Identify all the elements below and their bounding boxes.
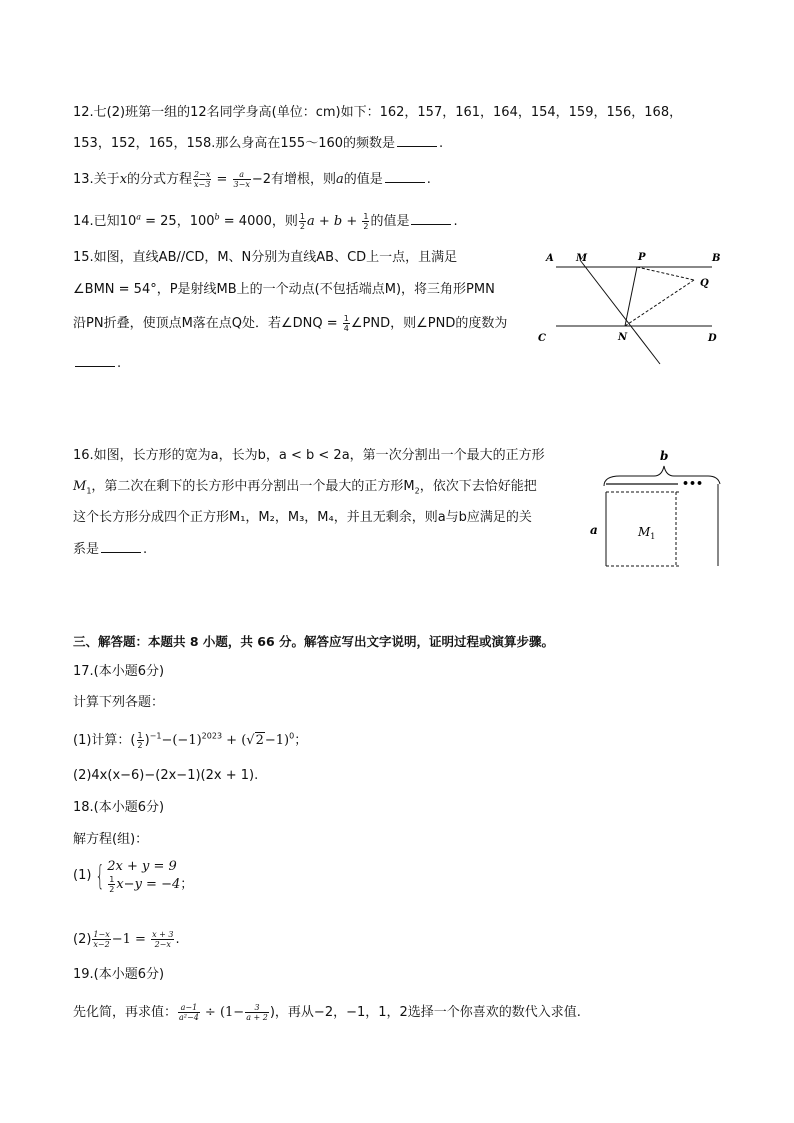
q18-part2: (2) $\frac{1-x}{x-2}$ −1 = $\frac{x + 3}{2-x}$ . <box>73 930 180 949</box>
q15-parallel-lines-figure <box>536 246 728 368</box>
q18-intro: 解方程(组)： <box>73 832 149 847</box>
q12-line1: 12.七(2)班第一组的12名同学身高(单位：cm)如下：162，157，161，164，154，159，156，168， <box>73 105 683 120</box>
q17-intro: 计算下列各题： <box>73 695 165 710</box>
q16-line2: $M_1$，第二次在剩下的长方形中再分割出一个最大的正方形$M_2$，依次下去恰好能把 <box>73 479 537 496</box>
fraction: $\frac{x + 3}{2-x}$ <box>152 930 174 949</box>
fraction: $\frac{a-1}{\text{a²−4}}$ <box>179 1003 199 1022</box>
answer-blank <box>75 354 115 367</box>
q16-rectangle-figure <box>584 446 726 572</box>
equation-system: 2x + y = 9 $\frac{1}{2}$ x−y = −4； <box>107 859 194 894</box>
q16-line1: 16.如图，长方形的宽为a，长为b，a < b < 2a，第一次分割出一个最大的正方形 <box>73 448 545 463</box>
q18-head: 18.(本小题6分) <box>73 800 165 815</box>
fraction: $\frac{2-x}{x-3}$ <box>194 170 211 189</box>
fraction: $\frac{1}{4}$ <box>343 314 349 333</box>
q19-head: 19.(本小题6分) <box>73 967 165 982</box>
q15-line3: 沿PN折叠，使顶点M落在点Q处．若∠DNQ = $\frac{1}{4}$ ∠PND，则∠PND的度数为 <box>73 314 508 333</box>
q14-line: 14.已知$10^a = 25$，$100^b = 4000$，则 $\frac{1}{2}$ a + b + $\frac{1}{2}$ 的值是 . <box>73 212 458 231</box>
q17-part1: (1)计算：( $\frac{1}{2}$ )$^{-1}-(-1)^{2023} + (√2-1)^0$； <box>73 731 308 750</box>
q18-part1: (1) { 2x + y = 9 $\frac{1}{2}$ x−y = −4； <box>73 859 194 894</box>
q17-head: 17.(本小题6分) <box>73 664 165 679</box>
label-B: B <box>712 253 721 264</box>
fraction: $\frac{1}{2}$ <box>363 212 369 231</box>
q16-line4: 系是 . <box>73 542 148 557</box>
label-D: D <box>708 333 717 344</box>
label-M: M <box>576 253 588 264</box>
q15-line1: 15.如图，直线AB//CD，M、N分别为直线AB、CD上一点，且满足 <box>73 250 458 265</box>
fraction: $\frac{1-x}{x-2}$ <box>93 930 110 949</box>
q15-line2: ∠BMN = 54°，P是射线MB上的一个动点(不包括端点M)，将三角形PMN <box>73 282 495 297</box>
brace: { <box>95 859 105 892</box>
q15-line4: . <box>73 354 121 373</box>
q19-line: 先化简，再求值： $\frac{a-1}{\text{a²−4}}$ ÷ (1− $\frac{3}{a + 2}$ )，再从−2，−1，1，2选择一个你喜欢的数代入求值. <box>73 1003 581 1022</box>
label-A: A <box>546 253 554 264</box>
answer-blank <box>385 170 425 183</box>
label-C: C <box>538 333 546 344</box>
fraction: $\frac{1}{2}$ <box>299 212 305 231</box>
fraction: $\frac{1}{2}$ <box>109 875 115 894</box>
answer-blank <box>411 212 451 225</box>
q17-part2: (2)4x(x−6)−(2x−1)(2x + 1). <box>73 768 259 783</box>
answer-blank <box>397 134 437 147</box>
line-nq <box>625 280 694 326</box>
label-N: N <box>618 332 628 343</box>
fraction: $\frac{3}{a + 2}$ <box>246 1003 268 1022</box>
fraction: $\frac{a}{3-x}$ <box>233 170 250 189</box>
section3-heading: 三、解答题：本题共 8 小题，共 66 分。解答应写出文字说明，证明过程或演算步骤。 <box>73 634 555 649</box>
q13-line: 13.关于x的分式方程 $\frac{2-x}{x-3}$ = $\frac{a}{3-x}$ −2有增根，则a的值是 . <box>73 170 431 189</box>
q16-line3: 这个长方形分成四个正方形M₁，M₂，M₃，M₄，并且无剩余，则a与b应满足的关 <box>73 510 532 525</box>
label-P: P <box>638 252 646 263</box>
label-b: b <box>660 449 669 463</box>
label-a: a <box>590 523 598 537</box>
dots: ••• <box>682 477 704 490</box>
line-mn <box>580 260 660 364</box>
fraction: $\frac{1}{2}$ <box>137 731 143 750</box>
label-Q: Q <box>700 278 709 289</box>
label-m1: $M_1$ <box>638 525 656 541</box>
answer-blank <box>101 540 141 553</box>
q12-line2: 153，152，165，158.那么身高在155～160的频数是 . <box>73 136 444 151</box>
line-pn <box>625 267 637 326</box>
line-pq <box>637 267 694 280</box>
